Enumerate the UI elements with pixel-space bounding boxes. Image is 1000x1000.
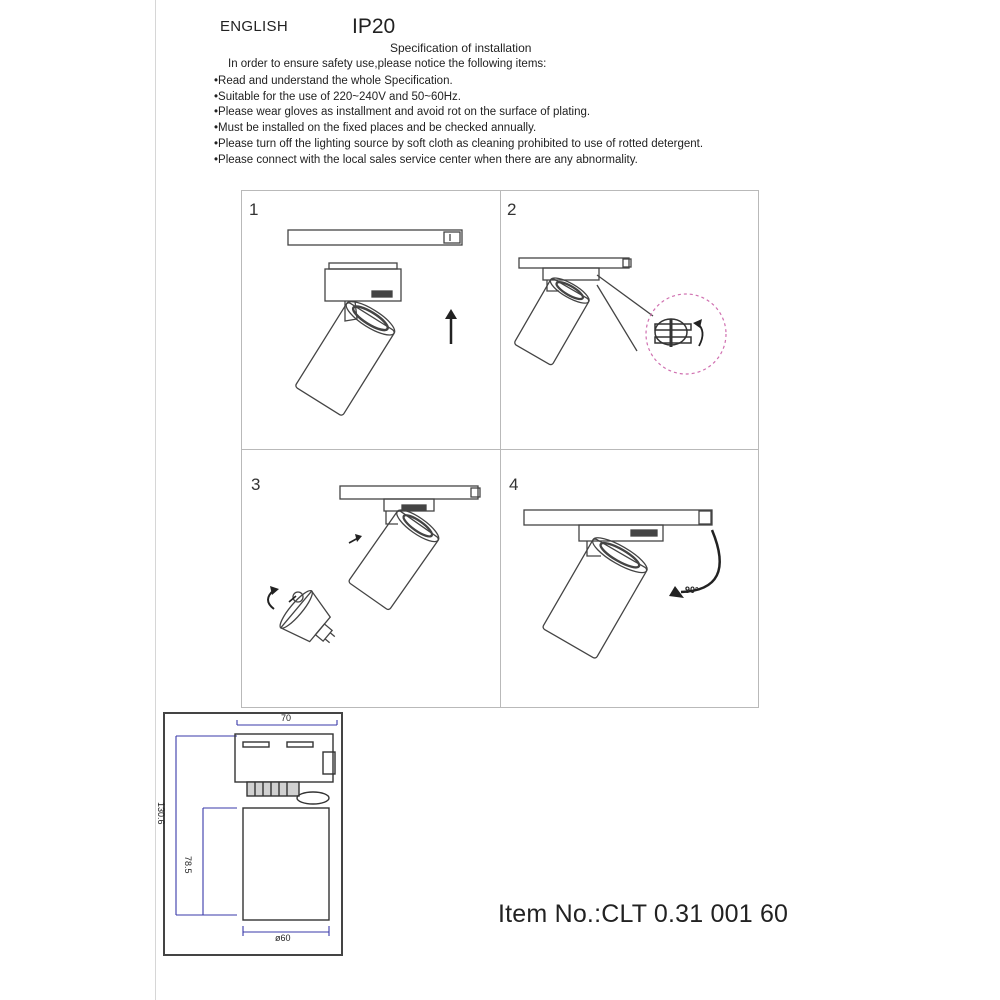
safety-intro: In order to ensure safety use,please notice the following items: [228, 58, 547, 70]
track-rail [288, 230, 462, 245]
height-dimension: 130.6 [156, 802, 166, 825]
width-dimension: 70 [281, 713, 292, 723]
step-3-number: 3 [251, 475, 261, 494]
safety-item: • Please connect with the local sales service center when there are any abnormality. [214, 153, 703, 169]
rotate-90-arrow-icon [681, 530, 720, 592]
safety-item: • Suitable for the use of 220~240V and 50~60Hz. [214, 90, 703, 106]
installation-steps-grid [241, 190, 759, 708]
lamp-body [295, 296, 399, 416]
rotate-knob-detail [655, 319, 691, 347]
step-3-illustration [242, 450, 500, 707]
gu10-bulb [276, 587, 347, 658]
safety-item: • Must be installed on the fixed places and be checked annually. [214, 121, 703, 137]
up-arrow-icon [445, 309, 457, 344]
ip-rating: IP20 [352, 15, 396, 38]
item-number: Item No.:CLT 0.31 001 60 [498, 900, 789, 928]
dimension-lines [176, 720, 337, 936]
track-rail [340, 486, 478, 499]
safety-item: • Please wear gloves as installment and avoid rot on the surface of plating. [214, 105, 703, 121]
adapter-profile [235, 734, 333, 782]
safety-item: • Read and understand the whole Specification. [214, 74, 703, 90]
spec-title: Specification of installation [390, 41, 532, 55]
detail-zoom-circle [646, 294, 726, 374]
step-4-illustration [501, 450, 758, 707]
body-height-dimension: 78.5 [183, 856, 193, 874]
lamp-body [348, 505, 443, 611]
language-label: ENGLISH [220, 18, 288, 35]
track-rail [519, 258, 629, 268]
step-2-number: 2 [507, 200, 517, 219]
step-1-number: 1 [249, 200, 259, 219]
safety-list [214, 74, 703, 168]
track-rail [524, 510, 712, 525]
step-1-illustration [242, 191, 500, 449]
rotation-label: 90° [685, 585, 699, 595]
dimension-drawing [163, 712, 343, 956]
safety-item: • Please turn off the lighting source by soft cloth as cleaning prohibited to use of rotted detergent. [214, 137, 703, 153]
lamp-body [542, 532, 651, 659]
diameter-dimension: ø60 [275, 933, 291, 943]
page-edge [155, 0, 156, 1000]
lamp-cylinder-profile [243, 808, 329, 920]
step-2-illustration [501, 191, 758, 449]
step-4-number: 4 [509, 475, 519, 494]
lamp-body [514, 273, 593, 365]
